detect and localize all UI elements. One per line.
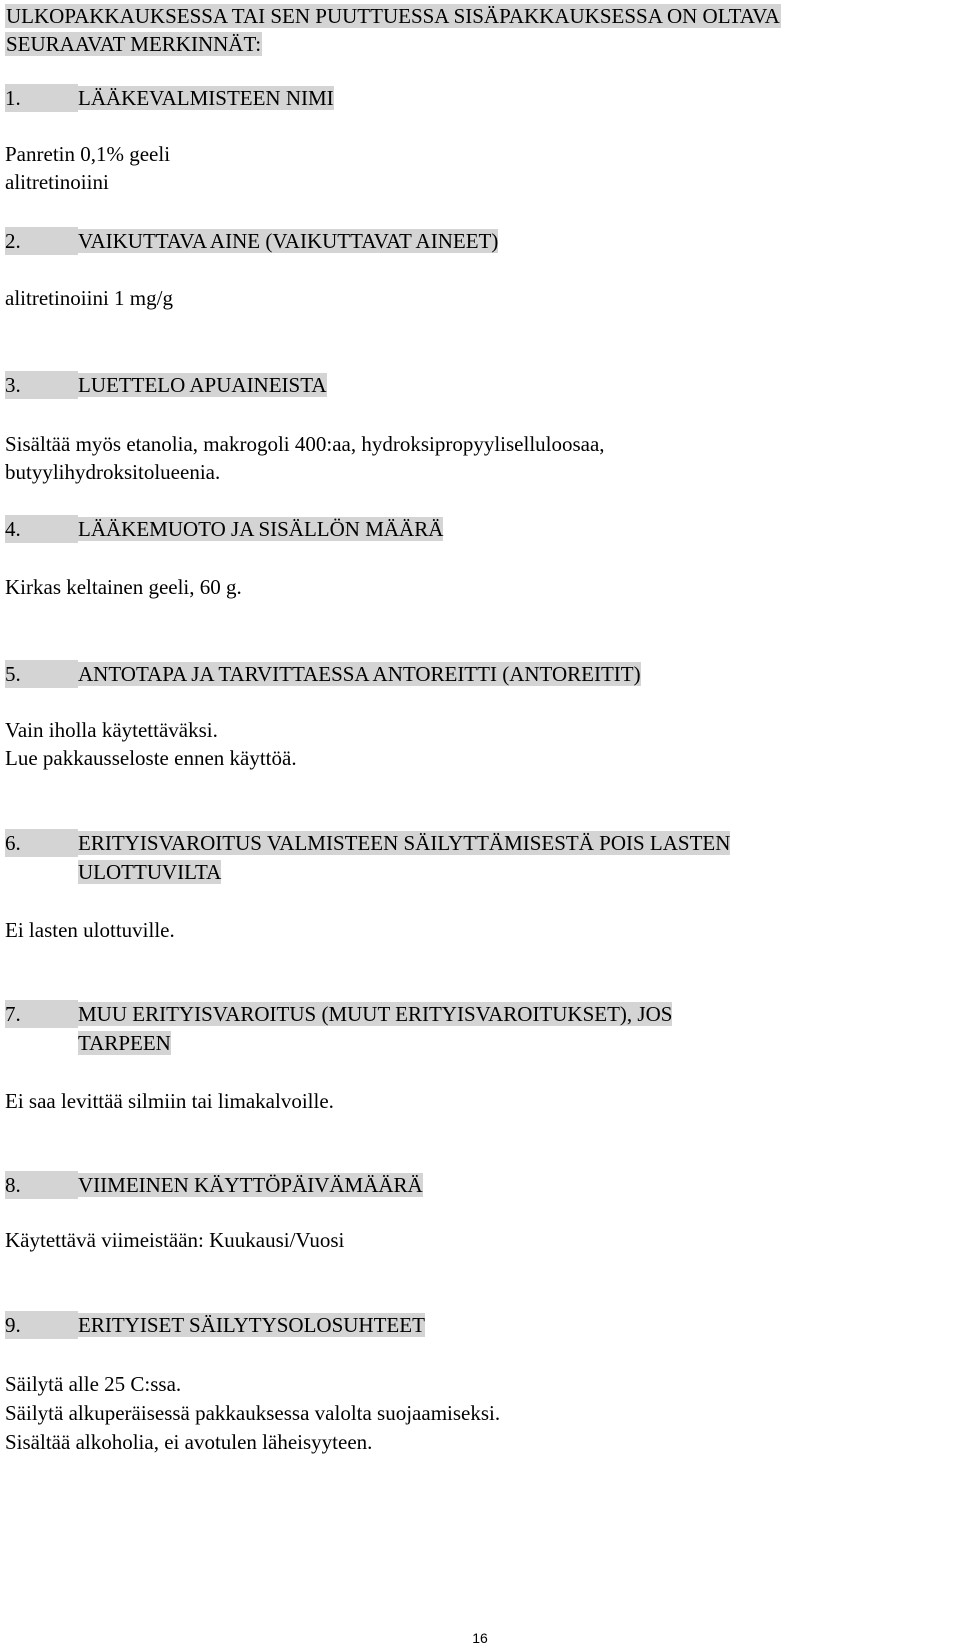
section-4-heading: 4. LÄÄKEMUOTO JA SISÄLLÖN MÄÄRÄ [5,517,444,541]
section-6-heading: 6. ERITYISVAROITUS VALMISTEEN SÄILYTTÄMISESTÄ POIS LASTEN [5,831,731,855]
section-5-body-line: Vain iholla käytettäväksi. [5,718,218,742]
intro-line-2: SEURAAVAT MERKINNÄT: [6,32,262,56]
intro-line-1: ULKOPAKKAUKSESSA TAI SEN PUUTTUESSA SISÄPAKKAUKSESSA ON OLTAVA [6,4,780,28]
section-2-body-line: alitretinoiini 1 mg/g [5,286,173,310]
section-9-heading: 9. ERITYISET SÄILYTYSOLOSUHTEET [5,1313,425,1337]
section-1-heading: 1. LÄÄKEVALMISTEEN NIMI [5,86,334,110]
page-number: 16 [472,1630,488,1646]
section-9-body-line: Säilytä alkuperäisessä pakkauksessa valolta suojaamiseksi. [5,1401,501,1425]
section-3-body-line: Sisältää myös etanolia, makrogoli 400:aa, hydroksipropyyliselluloosaa, [5,432,605,456]
section-4-body-line: Kirkas keltainen geeli, 60 g. [5,575,242,599]
section-5-body-line: Lue pakkausseloste ennen käyttöä. [5,746,297,770]
section-7-heading-continuation: TARPEEN [78,1031,171,1055]
section-2-heading: 2. VAIKUTTAVA AINE (VAIKUTTAVAT AINEET) [5,229,499,253]
section-9-body-line: Säilytä alle 25 C:ssa. [5,1372,182,1396]
section-5-heading: 5. ANTOTAPA JA TARVITTAESSA ANTOREITTI (ANTOREITIT) [5,662,641,686]
section-3-body-line: butyylihydroksitolueenia. [5,460,221,484]
section-1-body-line: alitretinoiini [5,170,109,194]
section-6-body-line: Ei lasten ulottuville. [5,918,175,942]
section-7-body-line: Ei saa levittää silmiin tai limakalvoille. [5,1089,334,1113]
section-1-body-line: Panretin 0,1% geeli [5,142,171,166]
section-7-heading: 7. MUU ERITYISVAROITUS (MUUT ERITYISVAROITUKSET), JOS [5,1002,673,1026]
section-9-body-line: Sisältää alkoholia, ei avotulen läheisyyteen. [5,1430,373,1454]
section-3-heading: 3. LUETTELO APUAINEISTA [5,373,327,397]
section-6-heading-continuation: ULOTTUVILTA [78,860,222,884]
section-8-body-line: Käytettävä viimeistään: Kuukausi/Vuosi [5,1228,345,1252]
section-8-heading: 8. VIIMEINEN KÄYTTÖPÄIVÄMÄÄRÄ [5,1173,423,1197]
